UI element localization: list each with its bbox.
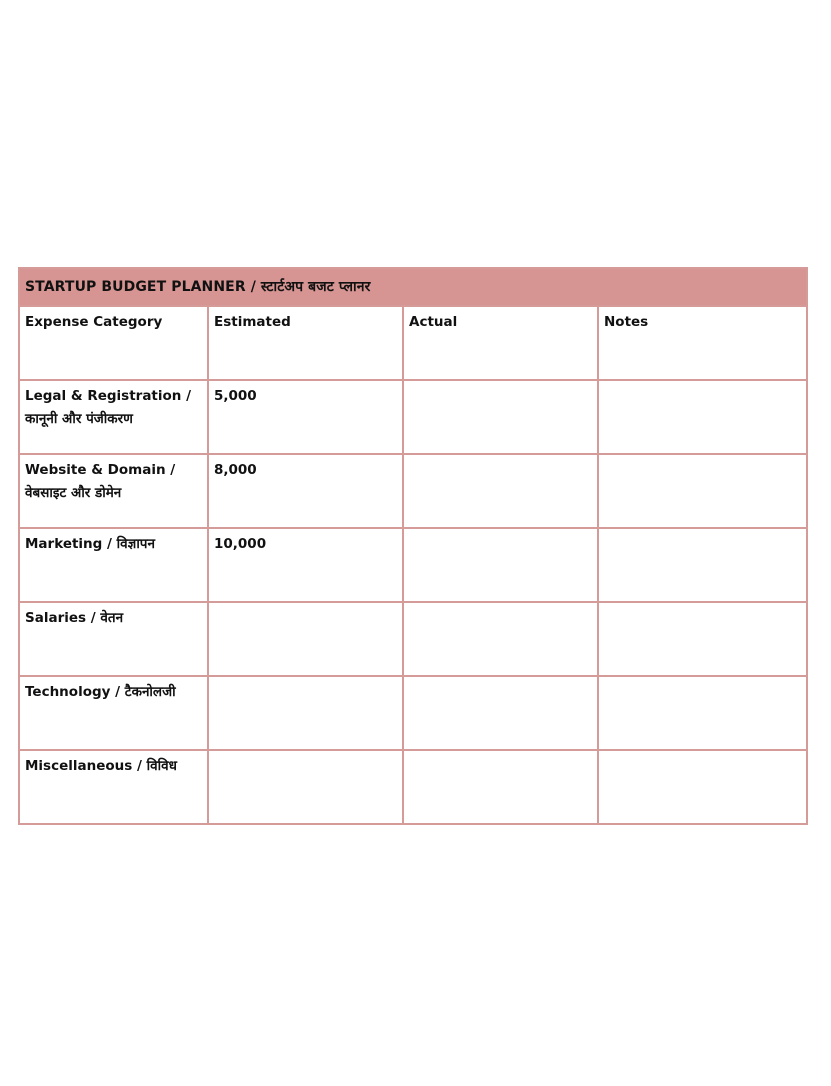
category-cell: Salaries / वेतन [19,602,208,676]
notes-cell[interactable] [598,528,807,602]
estimated-cell[interactable] [208,750,403,824]
notes-cell[interactable] [598,750,807,824]
column-header-notes: Notes [598,306,807,380]
actual-cell[interactable] [403,750,598,824]
estimated-cell[interactable] [208,676,403,750]
table-row [19,454,807,528]
table-title: STARTUP BUDGET PLANNER / स्टार्टअप बजट प्लानर [19,268,807,306]
column-header-estimated: Estimated [208,306,403,380]
table-row [19,676,807,750]
table-row [19,528,807,602]
actual-cell[interactable] [403,528,598,602]
category-cell: Miscellaneous / विविध [19,750,208,824]
table-row [19,602,807,676]
estimated-cell[interactable] [208,602,403,676]
column-header-actual: Actual [403,306,598,380]
estimated-cell[interactable]: 5,000 [208,380,403,454]
column-header-expense-category: Expense Category [19,306,208,380]
notes-cell[interactable] [598,602,807,676]
notes-cell[interactable] [598,676,807,750]
actual-cell[interactable] [403,380,598,454]
notes-cell[interactable] [598,380,807,454]
table-row [19,750,807,824]
estimated-cell[interactable]: 8,000 [208,454,403,528]
category-cell: Website & Domain / वेबसाइट और डोमेन [19,454,208,528]
title-row [19,268,807,306]
budget-planner-table [18,267,808,825]
actual-cell[interactable] [403,454,598,528]
actual-cell[interactable] [403,602,598,676]
category-cell: Technology / टैकनोलजी [19,676,208,750]
table-row [19,380,807,454]
category-cell: Legal & Registration / कानूनी और पंजीकरण [19,380,208,454]
category-cell: Marketing / विज्ञापन [19,528,208,602]
header-row [19,306,807,380]
actual-cell[interactable] [403,676,598,750]
notes-cell[interactable] [598,454,807,528]
estimated-cell[interactable]: 10,000 [208,528,403,602]
